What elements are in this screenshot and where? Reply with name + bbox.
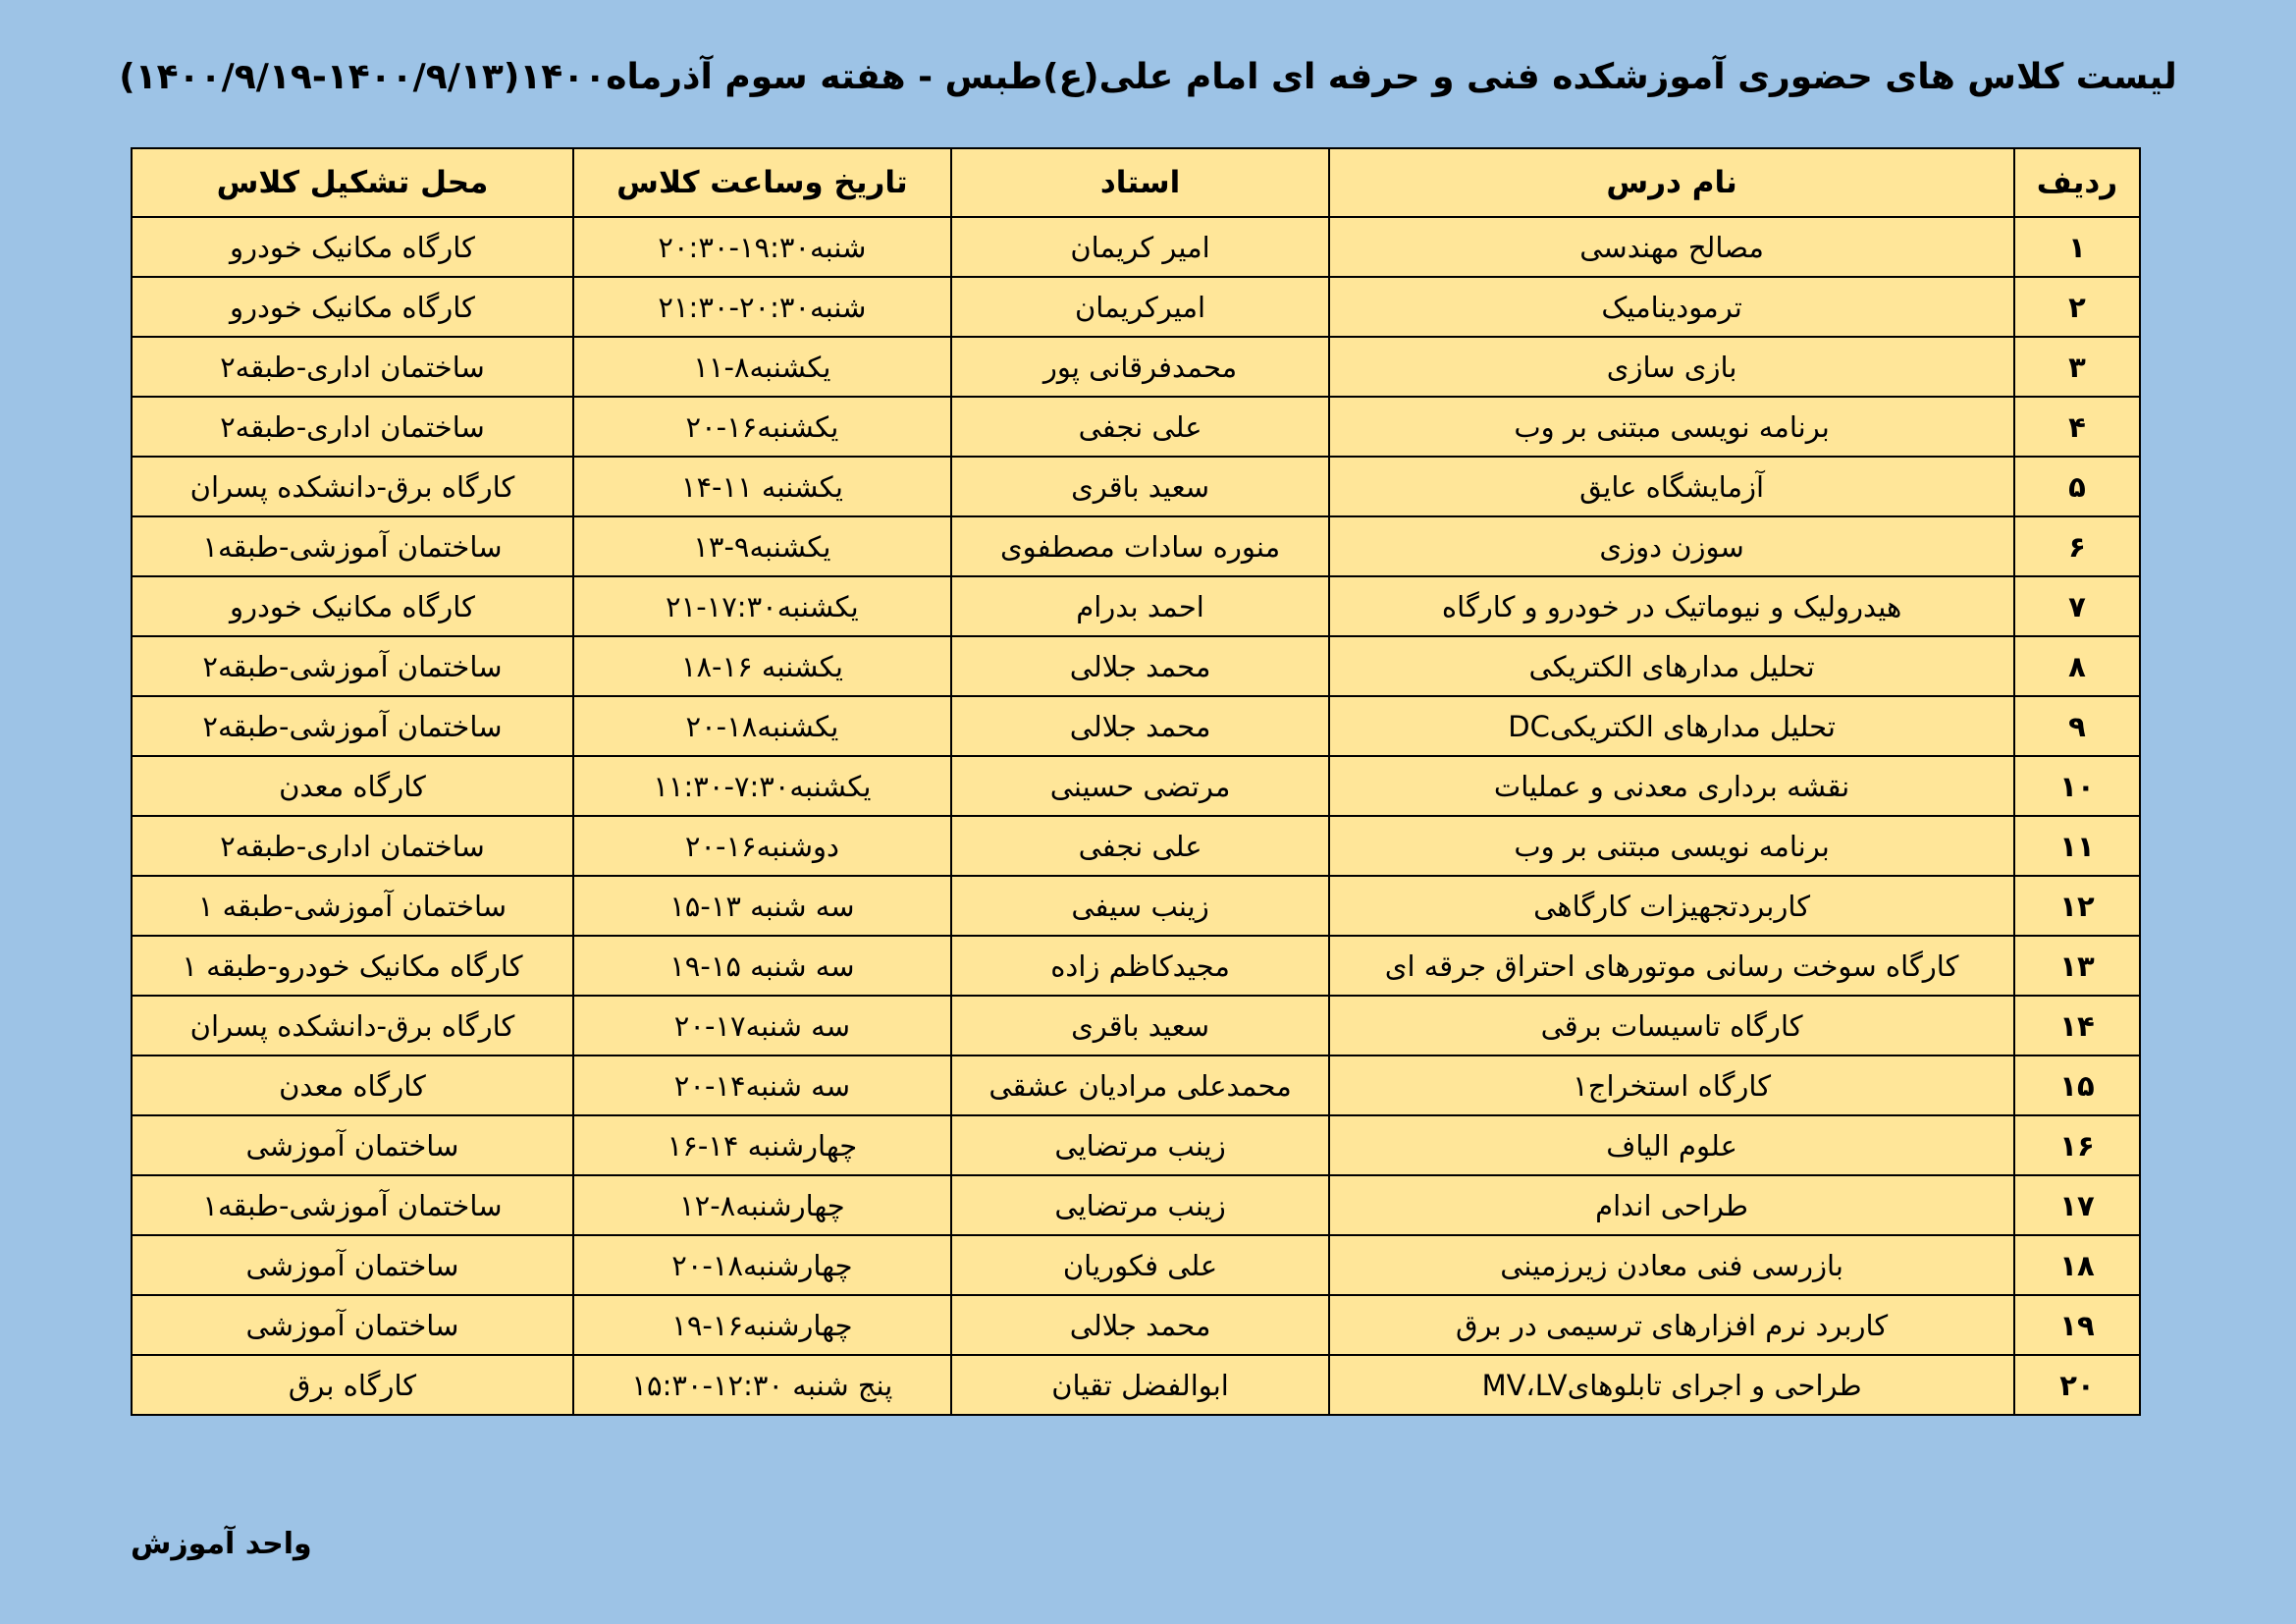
cell-location: کارگاه مکانیک خودرو bbox=[132, 576, 573, 636]
cell-row-number: ۵ bbox=[2014, 457, 2140, 516]
cell-teacher: محمد جلالی bbox=[951, 636, 1329, 696]
cell-course-name: هیدرولیک و نیوماتیک در خودرو و کارگاه bbox=[1329, 576, 2014, 636]
cell-location: ساختمان آموزشی bbox=[132, 1115, 573, 1175]
page-title: لیست کلاس های حضوری آموزشکده فنی و حرفه ای امام علی(ع)طبس - هفته سوم آذرماه۱۴۰۰(۱۴۰۰/۹/۱۳-۱۴۰۰/۹/۱۹) bbox=[119, 57, 2177, 97]
cell-location: کارگاه معدن bbox=[132, 756, 573, 816]
table-header-row bbox=[132, 148, 2140, 217]
cell-location: کارگاه مکانیک خودرو bbox=[132, 217, 573, 277]
cell-date-time: یکشنبه۸-۱۱ bbox=[573, 337, 951, 397]
table-row bbox=[132, 1295, 2140, 1355]
cell-course-name: نقشه برداری معدنی و عملیات bbox=[1329, 756, 2014, 816]
table-row bbox=[132, 397, 2140, 457]
cell-location: ساختمان آموزشی bbox=[132, 1295, 573, 1355]
table-row bbox=[132, 217, 2140, 277]
cell-course-name: تحلیل مدارهای الکتریکی bbox=[1329, 636, 2014, 696]
table-row bbox=[132, 756, 2140, 816]
cell-course-name: کاربردتجهیزات کارگاهی bbox=[1329, 876, 2014, 936]
cell-date-time: چهارشنبه۱۶-۱۹ bbox=[573, 1295, 951, 1355]
table-row bbox=[132, 516, 2140, 576]
table-row bbox=[132, 816, 2140, 876]
cell-course-name: ترمودینامیک bbox=[1329, 277, 2014, 337]
cell-row-number: ۱۴ bbox=[2014, 996, 2140, 1056]
cell-location: کارگاه مکانیک خودرو-طبقه ۱ bbox=[132, 936, 573, 996]
cell-teacher: احمد بدرام bbox=[951, 576, 1329, 636]
cell-date-time: سه شنبه۱۷-۲۰ bbox=[573, 996, 951, 1056]
cell-teacher: علی فکوریان bbox=[951, 1235, 1329, 1295]
cell-location: ساختمان آموزشی-طبقه۱ bbox=[132, 516, 573, 576]
cell-row-number: ۱۱ bbox=[2014, 816, 2140, 876]
table-row bbox=[132, 636, 2140, 696]
cell-location: ساختمان اداری-طبقه۲ bbox=[132, 397, 573, 457]
cell-row-number: ۳ bbox=[2014, 337, 2140, 397]
cell-row-number: ۱۵ bbox=[2014, 1056, 2140, 1115]
cell-location: کارگاه معدن bbox=[132, 1056, 573, 1115]
table-row bbox=[132, 277, 2140, 337]
cell-location: کارگاه برق bbox=[132, 1355, 573, 1415]
cell-teacher: سعید باقری bbox=[951, 457, 1329, 516]
cell-teacher: منوره سادات مصطفوی bbox=[951, 516, 1329, 576]
cell-date-time: یکشنبه۱۷:۳۰-۲۱ bbox=[573, 576, 951, 636]
cell-course-name: مصالح مهندسی bbox=[1329, 217, 2014, 277]
cell-teacher: زینب مرتضایی bbox=[951, 1175, 1329, 1235]
table-row bbox=[132, 1355, 2140, 1415]
cell-teacher: امیر کریمان bbox=[951, 217, 1329, 277]
cell-location: کارگاه برق-دانشکده پسران bbox=[132, 996, 573, 1056]
cell-teacher: زینب مرتضایی bbox=[951, 1115, 1329, 1175]
table-row bbox=[132, 936, 2140, 996]
cell-course-name: بازی سازی bbox=[1329, 337, 2014, 397]
cell-teacher: علی نجفی bbox=[951, 397, 1329, 457]
table-row bbox=[132, 457, 2140, 516]
cell-location: ساختمان آموزشی-طبقه۱ bbox=[132, 1175, 573, 1235]
cell-teacher: مرتضی حسینی bbox=[951, 756, 1329, 816]
cell-teacher: امیرکریمان bbox=[951, 277, 1329, 337]
table-row bbox=[132, 576, 2140, 636]
cell-row-number: ۱۳ bbox=[2014, 936, 2140, 996]
cell-row-number: ۹ bbox=[2014, 696, 2140, 756]
table-row bbox=[132, 876, 2140, 936]
cell-course-name: کارگاه استخراج۱ bbox=[1329, 1056, 2014, 1115]
cell-row-number: ۱۶ bbox=[2014, 1115, 2140, 1175]
header-course-name: نام درس bbox=[1329, 148, 2014, 217]
cell-row-number: ۴ bbox=[2014, 397, 2140, 457]
cell-course-name: برنامه نویسی مبتنی بر وب bbox=[1329, 397, 2014, 457]
table-row bbox=[132, 1056, 2140, 1115]
cell-location: ساختمان اداری-طبقه۲ bbox=[132, 337, 573, 397]
cell-teacher: محمد جلالی bbox=[951, 696, 1329, 756]
table-row bbox=[132, 696, 2140, 756]
cell-teacher: ابوالفضل تقیان bbox=[951, 1355, 1329, 1415]
class-schedule-table bbox=[131, 147, 2141, 1416]
cell-date-time: سه شنبه ۱۵-۱۹ bbox=[573, 936, 951, 996]
table-row bbox=[132, 1115, 2140, 1175]
cell-date-time: یکشنبه۱۶-۲۰ bbox=[573, 397, 951, 457]
cell-teacher: محمدفرقانی پور bbox=[951, 337, 1329, 397]
cell-date-time: سه شنبه۱۴-۲۰ bbox=[573, 1056, 951, 1115]
cell-course-name: کاربرد نرم افزارهای ترسیمی در برق bbox=[1329, 1295, 2014, 1355]
cell-teacher: سعید باقری bbox=[951, 996, 1329, 1056]
table-row bbox=[132, 996, 2140, 1056]
cell-location: کارگاه مکانیک خودرو bbox=[132, 277, 573, 337]
cell-location: ساختمان آموزشی-طبقه۲ bbox=[132, 696, 573, 756]
cell-date-time: یکشنبه ۱۶-۱۸ bbox=[573, 636, 951, 696]
cell-date-time: دوشنبه۱۶-۲۰ bbox=[573, 816, 951, 876]
cell-row-number: ۱۹ bbox=[2014, 1295, 2140, 1355]
cell-course-name: تحلیل مدارهای الکتریکیDC bbox=[1329, 696, 2014, 756]
cell-location: ساختمان آموزشی-طبقه ۱ bbox=[132, 876, 573, 936]
table-row bbox=[132, 337, 2140, 397]
cell-date-time: شنبه۱۹:۳۰-۲۰:۳۰ bbox=[573, 217, 951, 277]
cell-date-time: یکشنبه۹-۱۳ bbox=[573, 516, 951, 576]
cell-row-number: ۱۸ bbox=[2014, 1235, 2140, 1295]
cell-course-name: طراحی و اجرای تابلوهایMV،LV bbox=[1329, 1355, 2014, 1415]
cell-course-name: آزمایشگاه عایق bbox=[1329, 457, 2014, 516]
cell-row-number: ۶ bbox=[2014, 516, 2140, 576]
cell-teacher: علی نجفی bbox=[951, 816, 1329, 876]
cell-date-time: چهارشنبه۱۸-۲۰ bbox=[573, 1235, 951, 1295]
cell-date-time: سه شنبه ۱۳-۱۵ bbox=[573, 876, 951, 936]
cell-course-name: علوم الیاف bbox=[1329, 1115, 2014, 1175]
cell-course-name: بازرسی فنی معادن زیرزمینی bbox=[1329, 1235, 2014, 1295]
cell-location: ساختمان اداری-طبقه۲ bbox=[132, 816, 573, 876]
cell-teacher: محمد جلالی bbox=[951, 1295, 1329, 1355]
table-row bbox=[132, 1235, 2140, 1295]
cell-teacher: زینب سیفی bbox=[951, 876, 1329, 936]
cell-row-number: ۸ bbox=[2014, 636, 2140, 696]
cell-row-number: ۱۰ bbox=[2014, 756, 2140, 816]
cell-date-time: چهارشنبه ۱۴-۱۶ bbox=[573, 1115, 951, 1175]
cell-date-time: یکشنبه ۱۱-۱۴ bbox=[573, 457, 951, 516]
cell-row-number: ۱ bbox=[2014, 217, 2140, 277]
cell-date-time: شنبه۲۰:۳۰-۲۱:۳۰ bbox=[573, 277, 951, 337]
header-row-number: ردیف bbox=[2014, 148, 2140, 217]
header-date-time: تاریخ وساعت کلاس bbox=[573, 148, 951, 217]
cell-teacher: مجیدکاظم زاده bbox=[951, 936, 1329, 996]
cell-course-name: سوزن دوزی bbox=[1329, 516, 2014, 576]
header-location: محل تشکیل کلاس bbox=[132, 148, 573, 217]
cell-location: ساختمان آموزشی-طبقه۲ bbox=[132, 636, 573, 696]
footer-department: واحد آموزش bbox=[131, 1527, 312, 1561]
cell-row-number: ۱۲ bbox=[2014, 876, 2140, 936]
cell-row-number: ۲۰ bbox=[2014, 1355, 2140, 1415]
cell-row-number: ۷ bbox=[2014, 576, 2140, 636]
cell-teacher: محمدعلی مرادیان عشقی bbox=[951, 1056, 1329, 1115]
cell-course-name: طراحی اندام bbox=[1329, 1175, 2014, 1235]
cell-row-number: ۲ bbox=[2014, 277, 2140, 337]
cell-location: ساختمان آموزشی bbox=[132, 1235, 573, 1295]
cell-date-time: پنج شنبه ۱۲:۳۰-۱۵:۳۰ bbox=[573, 1355, 951, 1415]
cell-date-time: یکشنبه۷:۳۰-۱۱:۳۰ bbox=[573, 756, 951, 816]
cell-date-time: چهارشنبه۸-۱۲ bbox=[573, 1175, 951, 1235]
cell-row-number: ۱۷ bbox=[2014, 1175, 2140, 1235]
table-body bbox=[132, 217, 2140, 1415]
cell-location: کارگاه برق-دانشکده پسران bbox=[132, 457, 573, 516]
table-row bbox=[132, 1175, 2140, 1235]
header-teacher: استاد bbox=[951, 148, 1329, 217]
cell-date-time: یکشنبه۱۸-۲۰ bbox=[573, 696, 951, 756]
cell-course-name: کارگاه سوخت رسانی موتورهای احتراق جرقه ای bbox=[1329, 936, 2014, 996]
cell-course-name: برنامه نویسی مبتنی بر وب bbox=[1329, 816, 2014, 876]
cell-course-name: کارگاه تاسیسات برقی bbox=[1329, 996, 2014, 1056]
